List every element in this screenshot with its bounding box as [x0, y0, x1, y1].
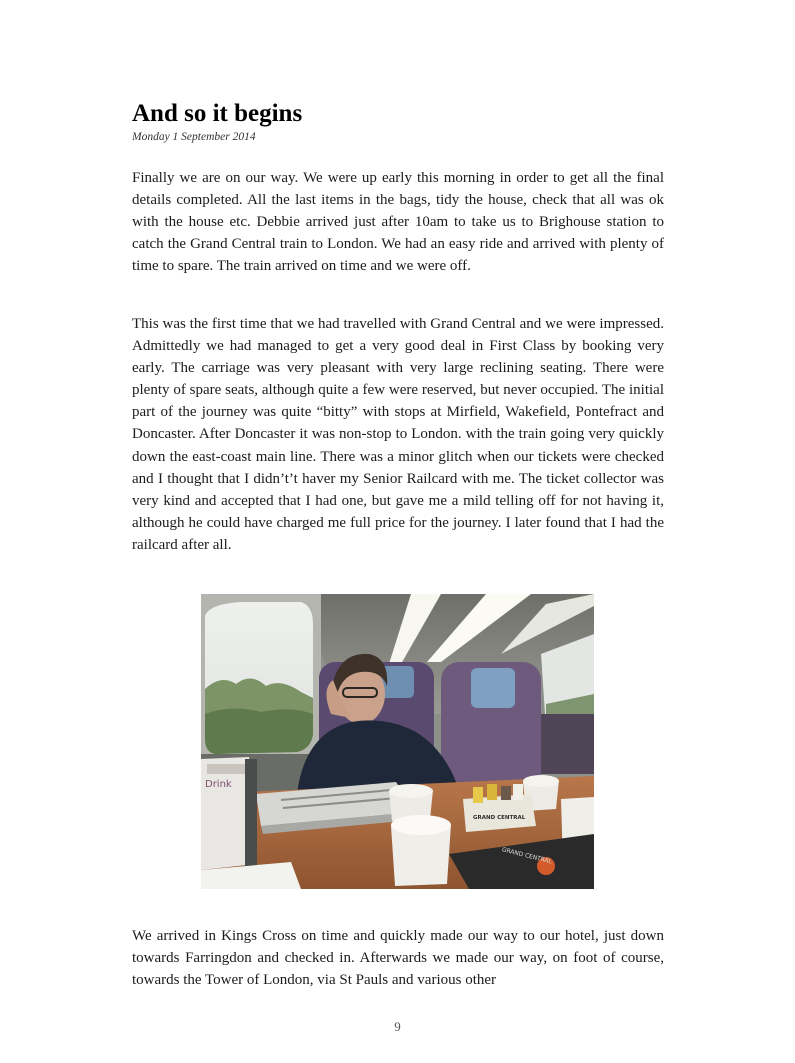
paragraph-1: Finally we are on our way. We were up early this morning in order to get all the final details completed. All the last items in the bags, tidy the house, check that all was ok with the house etc. Debbie arrived just after 10am to take us to Brighouse station to catch the Grand Central train to London. We had an easy ride and arrived with plenty of time to spare. The train arrived on time and we were off.: [132, 170, 664, 275]
train-carriage-photo: [201, 594, 594, 889]
article-date: Monday 1 September 2014: [132, 131, 256, 143]
article-title: And so it begins: [132, 100, 303, 127]
placemat-text: GRAND CENTRAL: [501, 846, 553, 866]
paragraph-2: This was the first time that we had travelled with Grand Central and we were impressed. Admittedly we had managed to get a very good deal in First Class by booking very early. The carriage was very pleasant with very large reclining seating. There were plenty of spare seats, although quite a few were reserved, but never occupied. The initial part of the journey was quite “bitty” with stops at Mirfield, Wakefield, Pontefract and Doncaster. After Doncaster it was non-stop to London. with the train going very quickly down the east-coast main line. There was a minor glitch when our tickets were checked and I thought that I didn’t’t haver my Senior Railcard with me. The ticket collector was very kind and accepted that I had one, but gave me a mild telling off for not having it, although he could have charged me full price for the journey. I later found that I had the railcard after all.: [132, 316, 664, 553]
page-number: 9: [394, 1019, 401, 1034]
menu-card-text: Drink: [205, 779, 232, 790]
holder-text: GRAND CENTRAL: [473, 815, 526, 821]
paragraph-3: We arrived in Kings Cross on time and quickly made our way to our hotel, just down towards Farringdon and checked in. Afterwards we made our way, on foot of course, towards the Tower of London, via St Pauls and various other: [132, 928, 664, 989]
